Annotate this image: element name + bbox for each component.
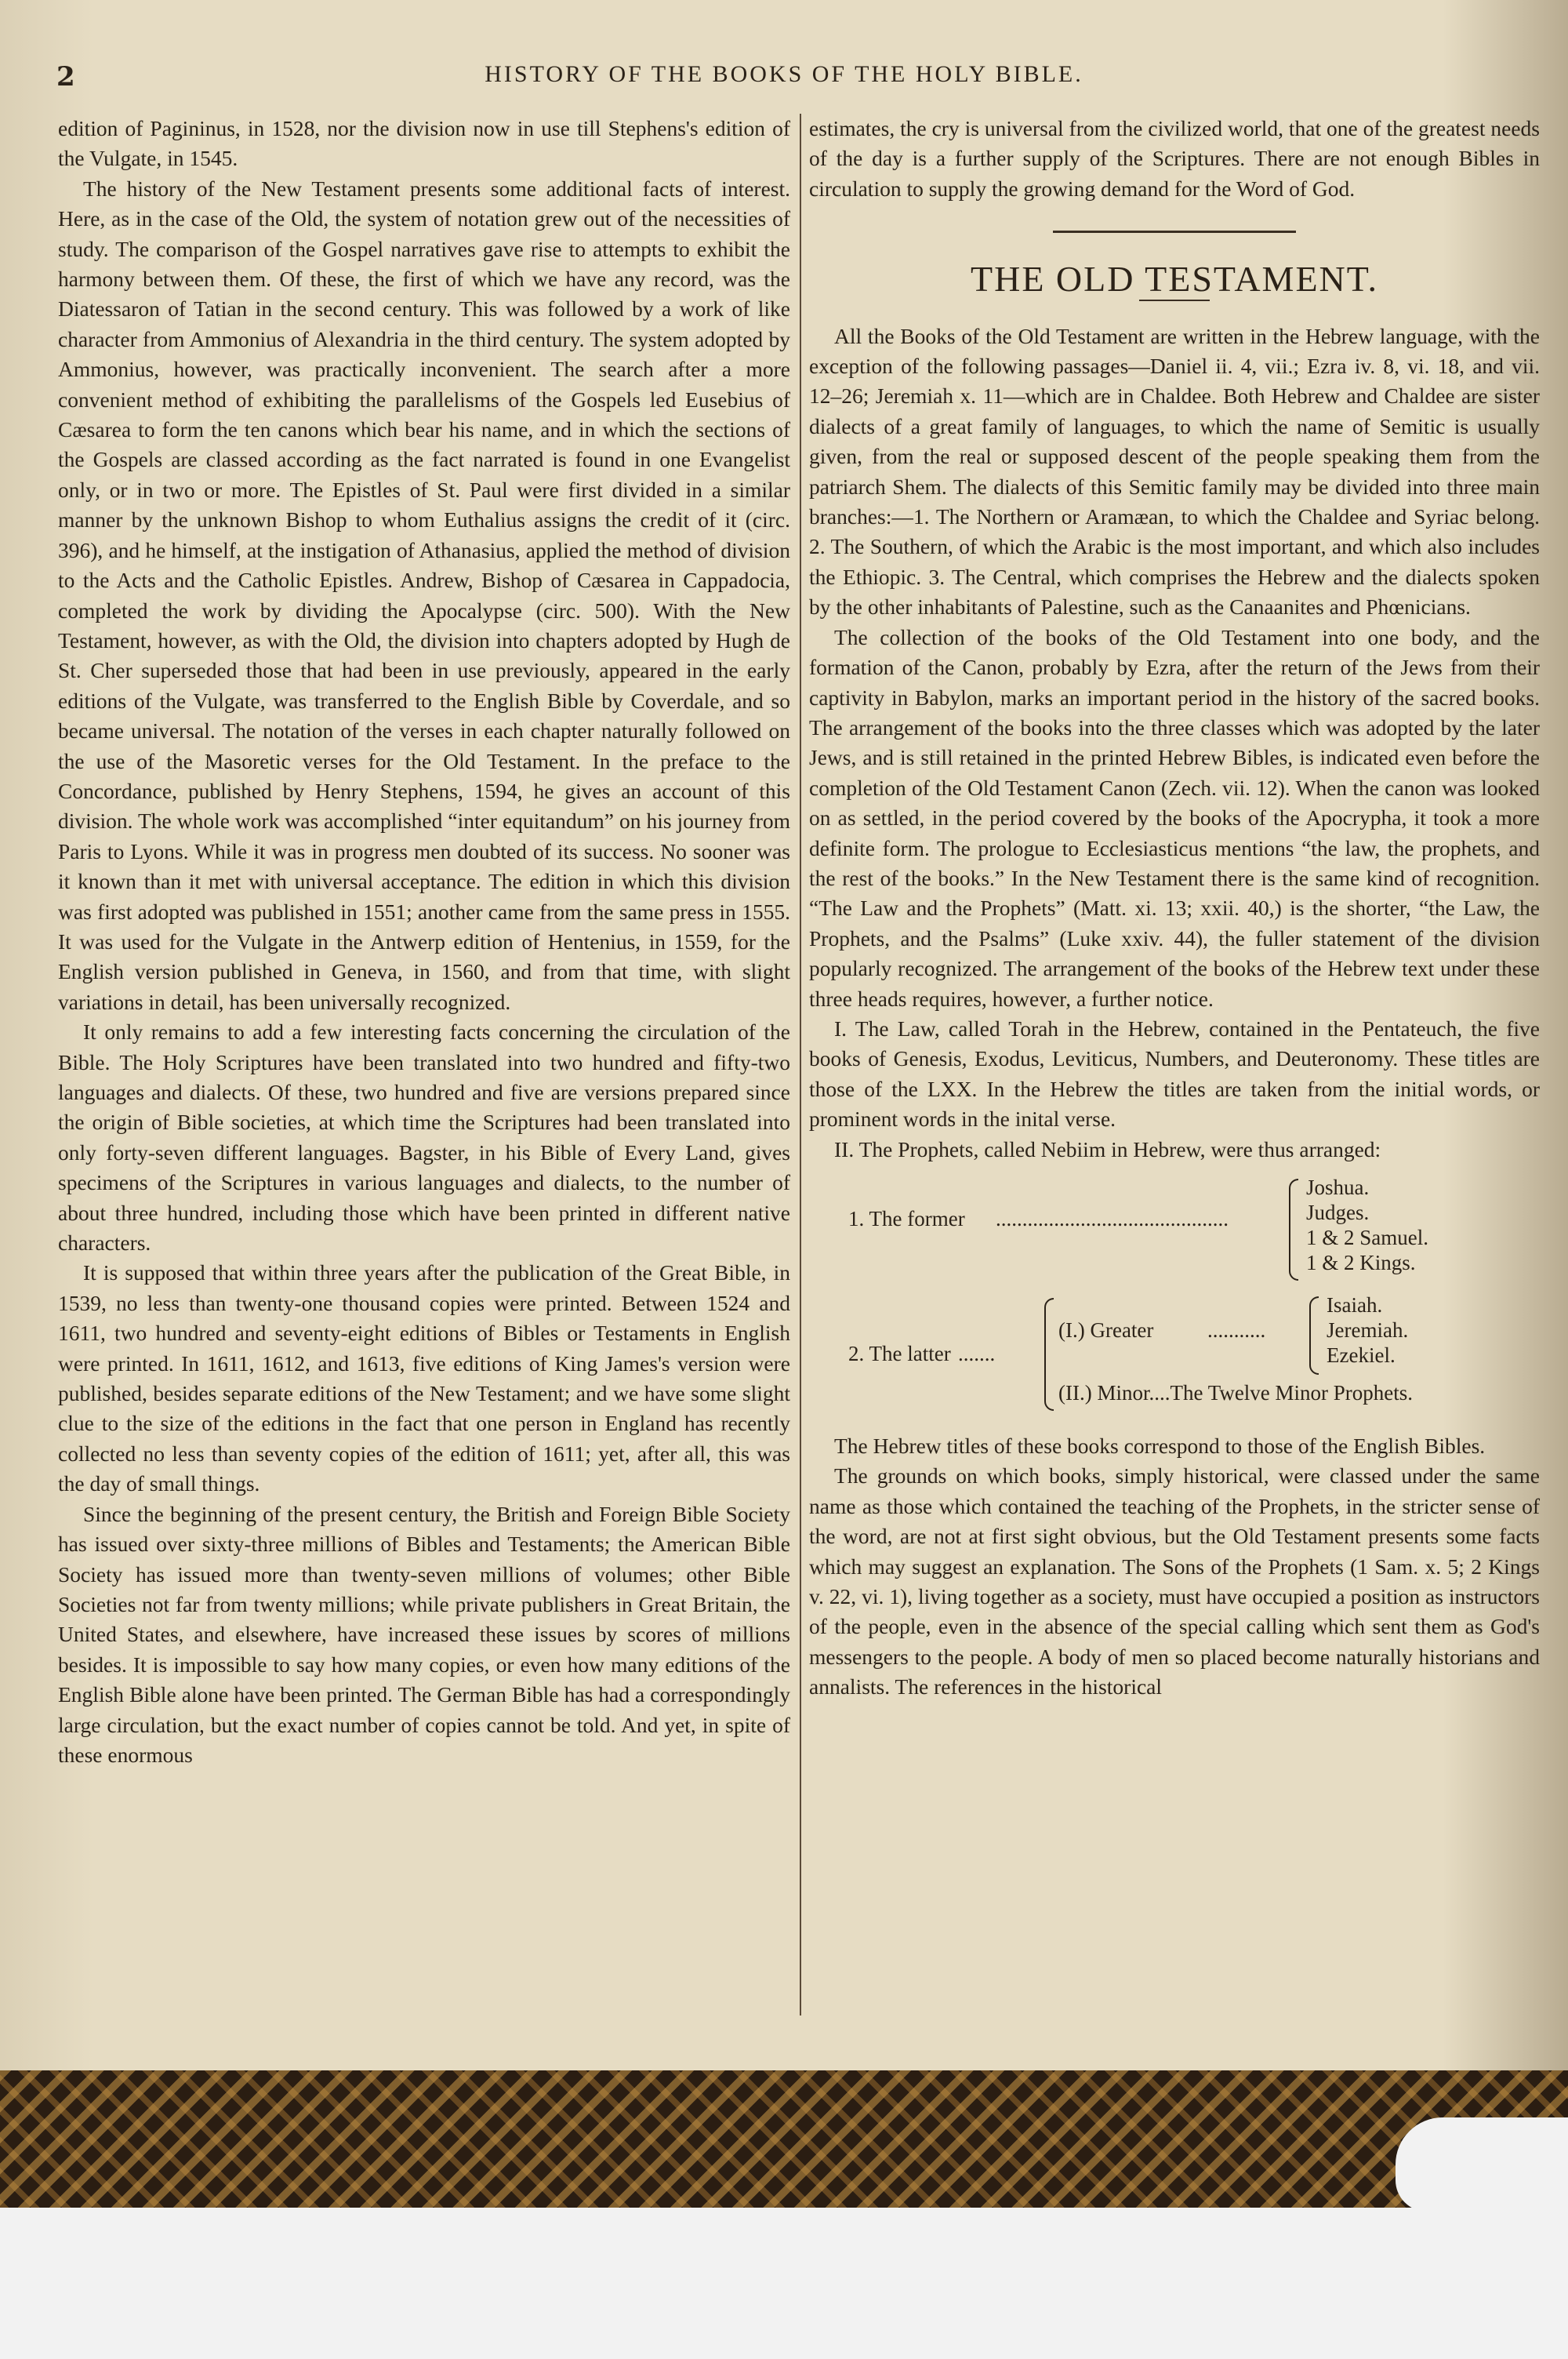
book-name: Judges.: [1306, 1201, 1370, 1224]
book-name: Jeremiah.: [1327, 1318, 1409, 1342]
greater-label: (I.) Greater: [1058, 1318, 1154, 1342]
leader-dots: ...........: [1207, 1318, 1266, 1342]
book-name: 1 & 2 Kings.: [1306, 1251, 1416, 1274]
right-column: [809, 114, 1540, 1703]
latter-brace: [1044, 1298, 1054, 1411]
book-name: 1 & 2 Samuel.: [1306, 1226, 1428, 1249]
paragraph: All the Books of the Old Testament are written in the Hebrew language, with the exception of the following passages—Daniel ii. 4, vii.; Ezra iv. 8, vi. 18, and vii. 12–26; Jeremiah x. 11—which are in Chaldee. Both Hebrew and Chaldee are sister dialects of a great family of languages, to which the name of Semitic is usually given, from the real or supposed descent of the people speaking them from the patriarch Shem. The dialects of this Semitic family may be divided into three main branches:—1. The Northern or Aramæan, to which the Chaldee and Syriac belong. 2. The Southern, of which the Arabic is the most important, and which also includes the Ethiopic. 3. The Central, which comprises the Hebrew and the dialects spoken by the other inhabitants of Palestine, such as the Canaanites and Phœnicians.: [809, 323, 1540, 620]
title-underline: [1139, 300, 1210, 301]
paragraph: II. The Prophets, called Nebiim in Hebrew, were thus arranged:: [834, 1136, 1381, 1161]
scan-background: [0, 2208, 1568, 2359]
leader-dots: .......: [958, 1342, 996, 1365]
prophets-table: [809, 1172, 1540, 1416]
section-divider: [1053, 231, 1296, 233]
running-head: HISTORY OF THE BOOKS OF THE HOLY BIBLE.: [485, 61, 1083, 87]
paragraph: I. The Law, called Torah in the Hebrew, contained in the Pentateuch, the five books of Genesis, Exodus, Leviticus, Numbers, and Deuteronomy. These titles are those of the LXX. In the Hebrew the titles are taken from the initial words, or prominent words in the inital verse.: [809, 1016, 1540, 1132]
page-number: 2: [56, 61, 75, 93]
paragraph: The Hebrew titles of these books correspond to those of the English Bibles.: [834, 1434, 1486, 1458]
minor-label: (II.) Minor....The Twelve Minor Prophets.: [1058, 1381, 1414, 1405]
paragraph: The collection of the books of the Old Testament into one body, and the formation of the Canon, probably by Ezra, after the return of the Jews from their captivity in Babylon, marks an important period in the history of the sacred books. The arrangement of the books into the three classes which was adopted by the later Jews, and is still retained in the printed Hebrew Bibles, is indicated even before the completion of the Old Testament Canon (Zech. vii. 12). When the canon was looked on as settled, in the period covered by the books of the Apocrypha, it took a more definite form. The prologue to Ecclesiasticus mentions “the law, the prophets, and the rest of the books.” In the New Testament there is the same kind of recognition. “The Law and the Prophets” (Matt. xi. 13; xxii. 40,) is the shorter, “the Law, the Prophets, and the Psalms” (Luke xxiv. 44), the fuller statement of the division popularly recognized. The arrangement of the books of the Hebrew text under these three heads requires, however, a further notice.: [809, 624, 1540, 1011]
paragraph: estimates, the cry is universal from the civilized world, that one of the greatest needs of the day is a further supply of the Scriptures. There are not enough Bibles in circulation to supply the growing demand for the Word of God.: [809, 116, 1540, 201]
binding-damage: [1396, 2117, 1568, 2212]
book-name: Isaiah.: [1327, 1293, 1383, 1317]
paragraph: It is supposed that within three years after the publication of the Great Bible, in 1539, no less than twenty-one thousand copies were printed. Between 1524 and 1611, two hundred and seventy-eight editions of Bibles or Testaments in English were printed. In 1611, 1612, and 1613, five editions of King James's version were published, besides separate editions of the New Testament; and we have some slight clue to the size of the editions in the fact that one person in England has recently collected no less than seventy copies of the edition of 1611; yet, after all, this was the day of small things.: [58, 1260, 790, 1496]
former-brace: [1289, 1179, 1298, 1281]
paragraph: It only remains to add a few interesting facts concerning the circulation of the Bible. The Holy Scriptures have been translated into two hundred and fifty-two languages and dialects. Of these, two hundred and five are versions prepared since the origin of Bible societies, at which time the Scriptures had been translated into only forty-seven different languages. Bagster, in his Bible of Every Land, gives specimens of the Scriptures in various languages and dialects, to the number of about three hundred, including those which have been printed in different native characters.: [58, 1020, 790, 1256]
book-name: Ezekiel.: [1327, 1343, 1396, 1367]
latter-label: 2. The latter: [848, 1342, 951, 1365]
book-binding: [0, 2070, 1568, 2208]
paragraph: The grounds on which books, simply historical, were classed under the same name as those which contained the teaching of the Prophets, in the stricter sense of the word, are not at first sight obvious, but the Old Testament presents some facts which may suggest an explanation. The Sons of the Prophets (1 Sam. x. 5; 2 Kings v. 22, vi. 1), living together as a society, must have occupied a position as instructors of the people, even in the absence of the special calling which sent them as God's messengers to the people. A body of men so placed become naturally historians and annalists. The references in the historical: [809, 1463, 1540, 1699]
left-column: [58, 114, 790, 1770]
former-label: 1. The former: [848, 1207, 965, 1230]
column-divider: [800, 114, 801, 2016]
leader-dots: ............................................: [996, 1207, 1229, 1230]
section-title: THE OLD TESTAMENT.: [971, 259, 1378, 300]
paragraph: edition of Pagininus, in 1528, nor the division now in use till Stephens's edition of the Vulgate, in 1545.: [58, 116, 790, 171]
paragraph: Since the beginning of the present century, the British and Foreign Bible Society has issued over sixty-three millions of Bibles and Testaments; the American Bible Society has issued more than twenty-seven millions of volumes; other Bible Societies not far from twenty millions; while private publishers in Great Britain, the United States, and elsewhere, have increased these issues by scores of millions besides. It is impossible to say how many copies, or even how many editions of the English Bible alone have been printed. The German Bible has had a correspondingly large circulation, but the exact number of copies cannot be told. And yet, in spite of these enormous: [58, 1501, 790, 1767]
greater-brace: [1309, 1296, 1319, 1375]
book-name: Joshua.: [1306, 1176, 1370, 1199]
paragraph: The history of the New Testament presents some additional facts of interest. Here, as in the case of the Old, the system of notation grew out of the necessities of study. The comparison of the Gospel narratives gave rise to attempts to exhibit the harmony between them. Of these, the first of which we have any record, was the Diatessaron of Tatian in the second century. This was followed by a work of like character from Ammonius of Alexandria in the third century. The system adopted by Ammonius, however, was practically inconvenient. The search after a more convenient method of exhibiting the parallelisms of the Gospels led Eusebius of Cæsarea to form the ten canons which bear his name, and in which the sections of the Gospels are classed according as the fact narrated is found in one Evangelist only, or in two or more. The Epistles of St. Paul were first divided in a similar manner by the unknown Bishop to whom Euthalius assigns the credit of it (circ. 396), and he himself, at the instigation of Athanasius, applied the method of division to the Acts and the Catholic Epistles. Andrew, Bishop of Cæsarea in Cappadocia, completed the work by dividing the Apocalypse (circ. 500). With the New Testament, however, as with the Old, the division into chapters adopted by Hugh de St. Cher superseded those that had been in use previously, appeared in the early editions of the Vulgate, was transferred to the English Bible by Coverdale, and so became universal. The notation of the verses in each chapter naturally followed on the use of the Masoretic verses for the Old Testament. In the preface to the Concordance, published by Henry Stephens, 1594, he gives an account of this division. The whole work was accomplished “inter equitandum” on his journey from Paris to Lyons. While it was in progress men doubted of its success. No sooner was it known than it met with universal acceptance. The edition in which this division was first adopted was published in 1551; another came from the same press in 1555. It was used for the Vulgate in the Antwerp edition of Hentenius, in 1559, for the English version published in Geneva, in 1560, and from that time, with slight variations in detail, has been universally recognized.: [58, 176, 790, 1014]
